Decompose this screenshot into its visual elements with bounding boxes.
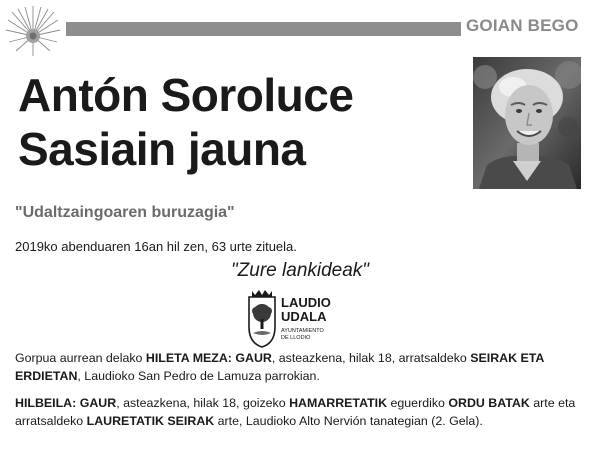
wake-announcement: HILBEILA: GAUR, asteazkena, hilak 18, goizeko HAMARRETATIK eguerdiko ORDU BATAK arte eta arratsaldeko LAURETATIK SEIRAK arte, Laudioko Alto Nervión tanategian (2. Gela).: [15, 396, 576, 428]
logo-line-4: DE LLODIO: [281, 335, 311, 341]
name-line-1: Antón Soroluce: [18, 69, 354, 121]
funeral-announcement: Gorpua aurrean delako HILETA MEZA: GAUR, asteazkena, hilak 18, arratsaldeko SEIRAK ETA ERDIETAN, Laudioko San Pedro de Lamuza parrokian.: [15, 351, 544, 383]
deceased-name: [18, 68, 448, 176]
laudio-coat-of-arms-icon: [245, 287, 355, 349]
header-bar: [66, 22, 461, 36]
portrait-photo: [473, 57, 581, 189]
logo-line-3: AYUNTAMIENTO: [281, 328, 324, 334]
name-line-2: Sasiain jauna: [18, 123, 306, 175]
logo-line-2: UDALA: [281, 309, 327, 324]
logo-line-1: LAUDIO: [281, 295, 331, 310]
death-date-text: 2019ko abenduaren 16an hil zen, 63 urte zituela.: [15, 239, 297, 254]
header-tag: GOIAN BEGO: [466, 16, 579, 35]
signed-by: "Zure lankideak": [230, 260, 370, 281]
deceased-title: "Udaltzaingoaren buruzagia": [15, 204, 235, 221]
thistle-emblem-icon: [4, 6, 62, 58]
